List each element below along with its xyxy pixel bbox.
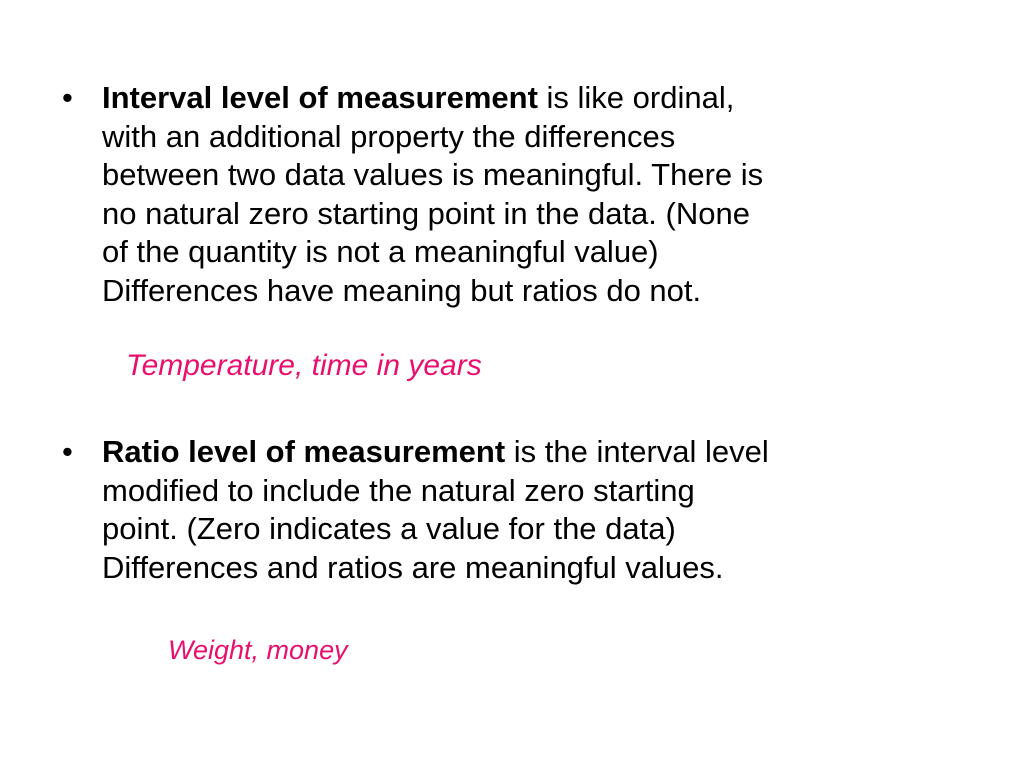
bullet-line: modified to include the natural zero starting bbox=[102, 472, 695, 508]
bullet-interval-text bbox=[102, 79, 977, 310]
bullet-line-text: is like ordinal, bbox=[537, 80, 735, 115]
bullet-line bbox=[102, 79, 977, 118]
term-ratio-level: Ratio level of measurement bbox=[102, 434, 506, 469]
bullet-line: between two data values is meaningful. There is bbox=[102, 157, 764, 192]
bullet-line bbox=[102, 433, 977, 472]
bullet-line: with an additional property the differences bbox=[102, 118, 676, 154]
bullet-line: Differences and ratios are meaningful values. bbox=[102, 549, 724, 585]
bullet-line: of the quantity is not a meaningful value) bbox=[102, 234, 659, 269]
bullet-line: point. (Zero indicates a value for the data) bbox=[102, 511, 676, 546]
bullet-marker: • bbox=[62, 80, 73, 115]
example-interval: Temperature, time in years bbox=[126, 349, 482, 382]
example-ratio: Weight, money bbox=[168, 635, 348, 665]
bullet-line: no natural zero starting point in the data. (None bbox=[102, 195, 750, 231]
bullet-marker: • bbox=[62, 434, 73, 469]
bullet-ratio-text bbox=[102, 433, 977, 587]
term-interval-level: Interval level of measurement bbox=[102, 80, 538, 115]
bullet-line-text: is the interval level bbox=[505, 434, 769, 469]
bullet-line: Differences have meaning but ratios do not. bbox=[102, 272, 702, 308]
